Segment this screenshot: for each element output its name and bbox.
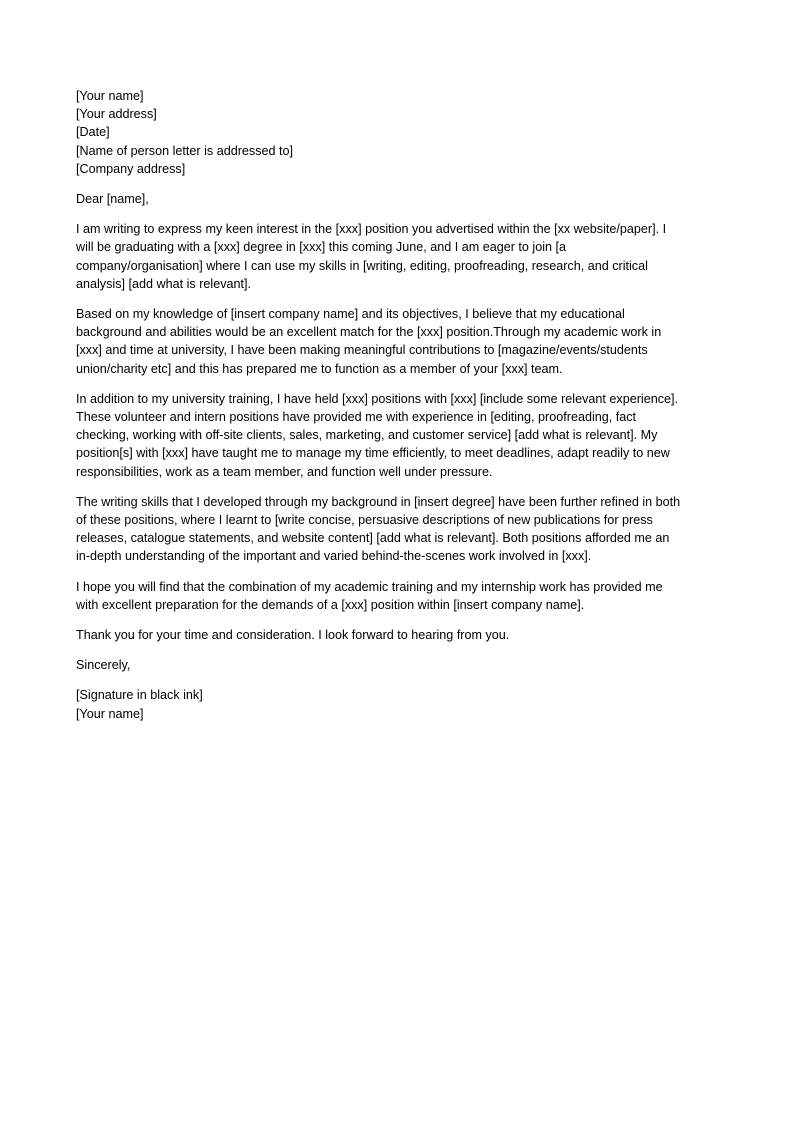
- letter-body: [76, 87, 716, 735]
- paragraph-2: [76, 305, 716, 378]
- salutation-text: Dear [name],: [76, 192, 149, 207]
- company-address: [Company address]: [76, 161, 186, 176]
- paragraph-line: position[s] with [xxx] have taught me to manage my time efficiently, to meet deadlines, adapt readily to new: [76, 446, 670, 461]
- closing-text: Sincerely,: [76, 658, 131, 673]
- salutation: [76, 190, 716, 208]
- paragraph-line: analysis] [add what is relevant].: [76, 276, 252, 291]
- paragraph-line: Thank you for your time and consideration. I look forward to hearing from you.: [76, 628, 510, 643]
- paragraph-line: I hope you will find that the combination of my academic training and my internship work has provided me: [76, 579, 663, 594]
- paragraph-line: union/charity etc] and this has prepared me to function as a member of your [xxx] team.: [76, 361, 563, 376]
- recipient-name: [Name of person letter is addressed to]: [76, 143, 294, 158]
- paragraph-line: will be graduating with a [xxx] degree in [xxx] this coming June, and I am eager to join [a: [76, 240, 567, 255]
- paragraph-line: releases, catalogue statements, and website content] [add what is relevant]. Both positions afforded me an: [76, 531, 670, 546]
- paragraph-line: company/organisation] where I can use my skills in [writing, editing, proofreading, research, and critical: [76, 258, 648, 273]
- paragraph-line: of these positions, where I learnt to [write concise, persuasive descriptions of new publications for press: [76, 513, 653, 528]
- signature-placeholder: [Signature in black ink]: [76, 688, 203, 703]
- paragraph-line: Based on my knowledge of [insert company name] and its objectives, I believe that my educational: [76, 307, 625, 322]
- paragraph-1: [76, 220, 716, 293]
- sender-name: [Your name]: [76, 89, 144, 103]
- paragraph-line: The writing skills that I developed through my background in [insert degree] have been further refined in both: [76, 494, 681, 509]
- paragraph-line: In addition to my university training, I have held [xxx] positions with [xxx] [include some relevant experience].: [76, 391, 678, 406]
- closing: [76, 656, 716, 674]
- paragraph-line: checking, working with off-site clients, sales, marketing, and customer service] [add what is relevant]. My: [76, 428, 658, 443]
- signature-name: [Your name]: [76, 706, 144, 721]
- paragraph-5: [76, 578, 716, 614]
- paragraph-4: [76, 493, 716, 566]
- paragraph-line: These volunteer and intern positions have provided me with experience in [editing, proofreading, fact: [76, 410, 637, 425]
- paragraph-6: [76, 626, 716, 644]
- paragraph-line: [xxx] and time at university, I have been making meaningful contributions to [magazine/events/students: [76, 343, 648, 358]
- paragraph-3: [76, 390, 716, 481]
- paragraph-line: with excellent preparation for the demands of a [xxx] position within [insert company name].: [76, 597, 585, 612]
- paragraph-line: I am writing to express my keen interest in the [xxx] position you advertised within the [xx website/paper]. I: [76, 222, 667, 237]
- paragraph-line: in-depth understanding of the important and varied behind-the-scenes work involved in [xxx].: [76, 549, 592, 564]
- sender-address: [Your address]: [76, 107, 157, 122]
- signature-block: [76, 686, 716, 722]
- sender-block: [76, 87, 716, 178]
- paragraph-line: background and abilities would be an excellent match for the [xxx] position.Through my academic work in: [76, 325, 662, 340]
- letter-date: [Date]: [76, 125, 110, 140]
- paragraph-line: responsibilities, work as a team member, and function well under pressure.: [76, 464, 493, 479]
